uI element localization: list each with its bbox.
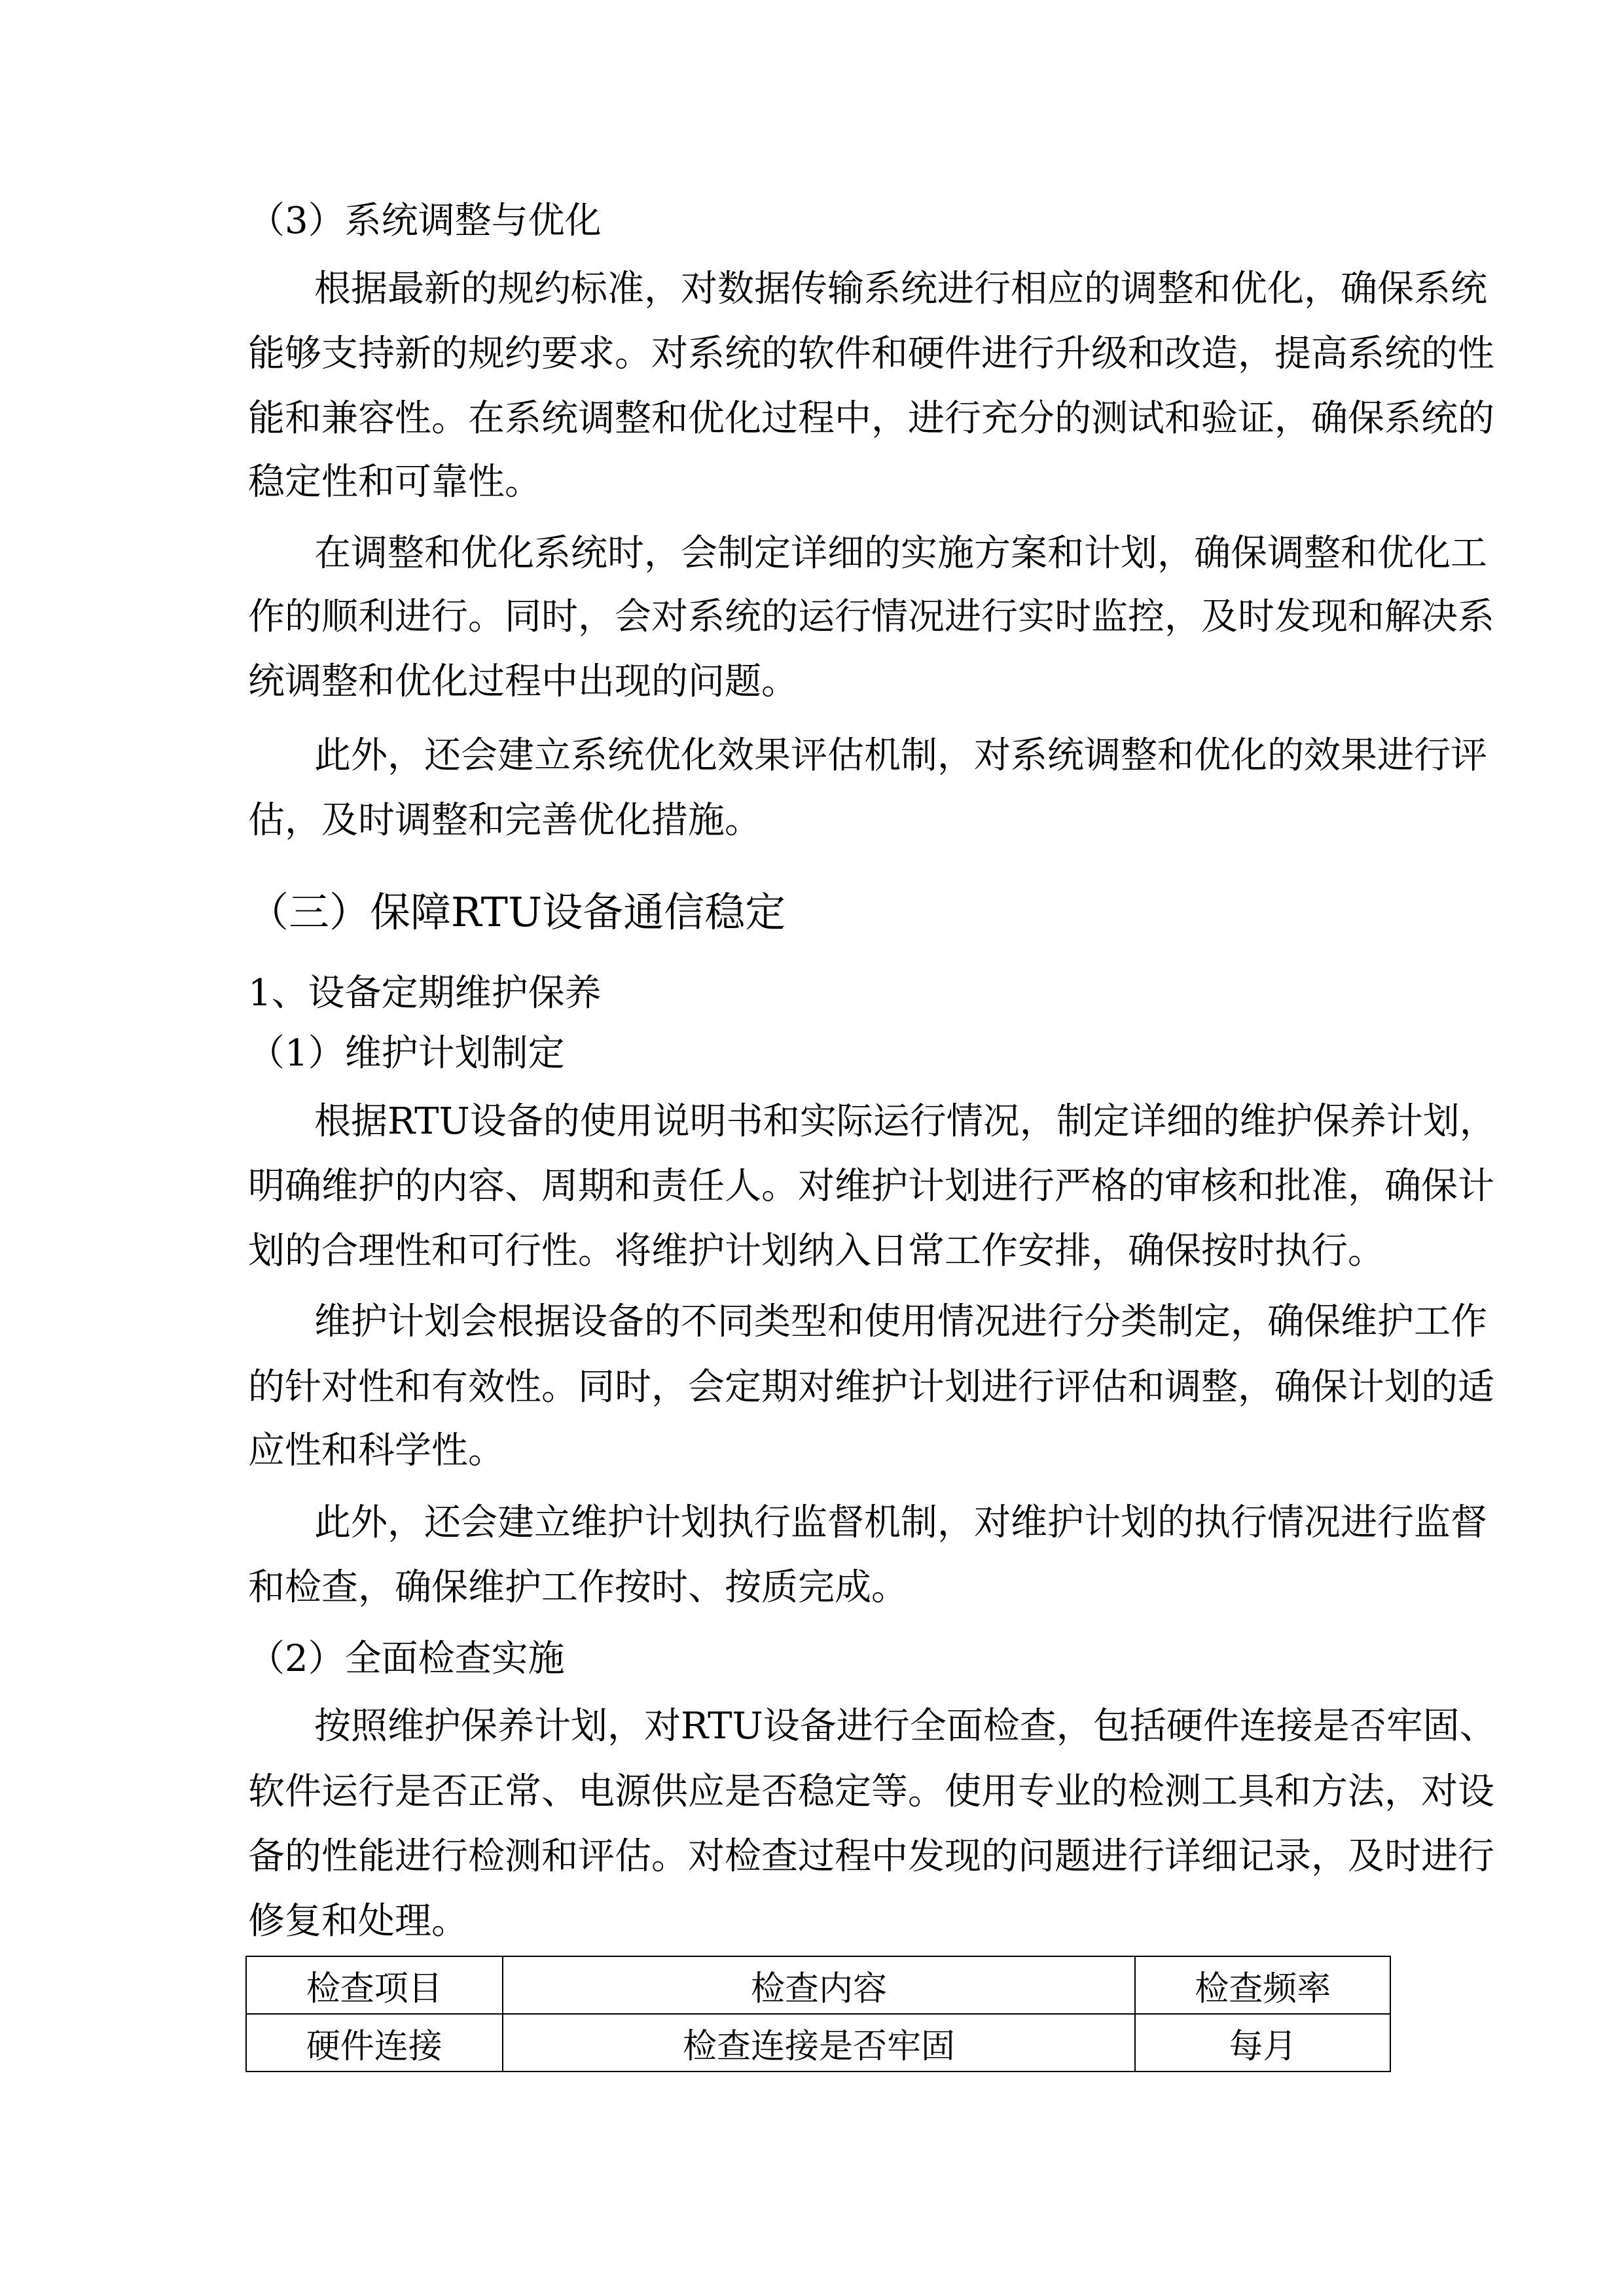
paragraph-line: 备的性能进行检测和评估。对检查过程中发现的问题进行详细记录，及时进行: [248, 1835, 1494, 1878]
subsection-heading: 1、设备定期维护保养: [248, 972, 602, 1014]
paragraph-line: 根据RTU设备的使用说明书和实际运行情况，制定详细的维护保养计划，: [314, 1100, 1496, 1143]
paragraph-line: 在调整和优化系统时，会制定详细的实施方案和计划，确保调整和优化工: [314, 532, 1487, 575]
paragraph-line: 应性和科学性。: [248, 1429, 505, 1472]
paragraph-line: 估，及时调整和完善优化措施。: [248, 799, 761, 842]
table-cell: 检查连接是否牢固: [503, 2014, 1136, 2072]
paragraph-line: 此外，还会建立系统优化效果评估机制，对系统调整和优化的效果进行评: [314, 734, 1487, 777]
section-heading: （1）维护计划制定: [248, 1032, 565, 1075]
paragraph-line: 能够支持新的规约要求。对系统的软件和硬件进行升级和改造，提高系统的性: [248, 332, 1494, 375]
table-header-cell: 检查频率: [1135, 1956, 1390, 2014]
paragraph-line: 维护计划会根据设备的不同类型和使用情况进行分类制定，确保维护工作: [314, 1300, 1487, 1343]
paragraph-line: 根据最新的规约标准，对数据传输系统进行相应的调整和优化，确保系统: [314, 268, 1487, 310]
paragraph-line: 明确维护的内容、周期和责任人。对维护计划进行严格的审核和批准，确保计: [248, 1165, 1494, 1208]
table-cell: 硬件连接: [246, 2014, 503, 2072]
table-header-cell: 检查项目: [246, 1956, 503, 2014]
paragraph-line: 修复和处理。: [248, 1900, 468, 1943]
table-cell: 每月: [1135, 2014, 1390, 2072]
paragraph-line: 的针对性和有效性。同时，会定期对维护计划进行评估和调整，确保计划的适: [248, 1366, 1494, 1408]
paragraph-line: 和检查，确保维护工作按时、按质完成。: [248, 1566, 908, 1609]
section-heading: （2）全面检查实施: [248, 1638, 565, 1680]
paragraph-line: 统调整和优化过程中出现的问题。: [248, 660, 798, 703]
paragraph-line: 此外，还会建立维护计划执行监督机制，对维护计划的执行情况进行监督: [314, 1501, 1487, 1544]
table-header-row: [246, 1956, 1390, 2014]
paragraph-line: 稳定性和可靠性。: [248, 461, 541, 503]
table-row: [246, 2014, 1390, 2072]
paragraph-line: 能和兼容性。在系统调整和优化过程中，进行充分的测试和验证，确保系统的: [248, 397, 1494, 440]
section-heading: （3）系统调整与优化: [248, 200, 602, 242]
paragraph-line: 划的合理性和可行性。将维护计划纳入日常工作安排，确保按时执行。: [248, 1230, 1384, 1272]
paragraph-line: 按照维护保养计划，对RTU设备进行全面检查，包括硬件连接是否牢固、: [314, 1705, 1496, 1748]
inspection-table: [245, 1956, 1391, 2072]
chapter-heading: （三）保障RTU设备通信稳定: [248, 888, 786, 936]
paragraph-line: 软件运行是否正常、电源供应是否稳定等。使用专业的检测工具和方法，对设: [248, 1770, 1494, 1813]
table-header-cell: 检查内容: [503, 1956, 1136, 2014]
paragraph-line: 作的顺利进行。同时，会对系统的运行情况进行实时监控，及时发现和解决系: [248, 596, 1494, 638]
